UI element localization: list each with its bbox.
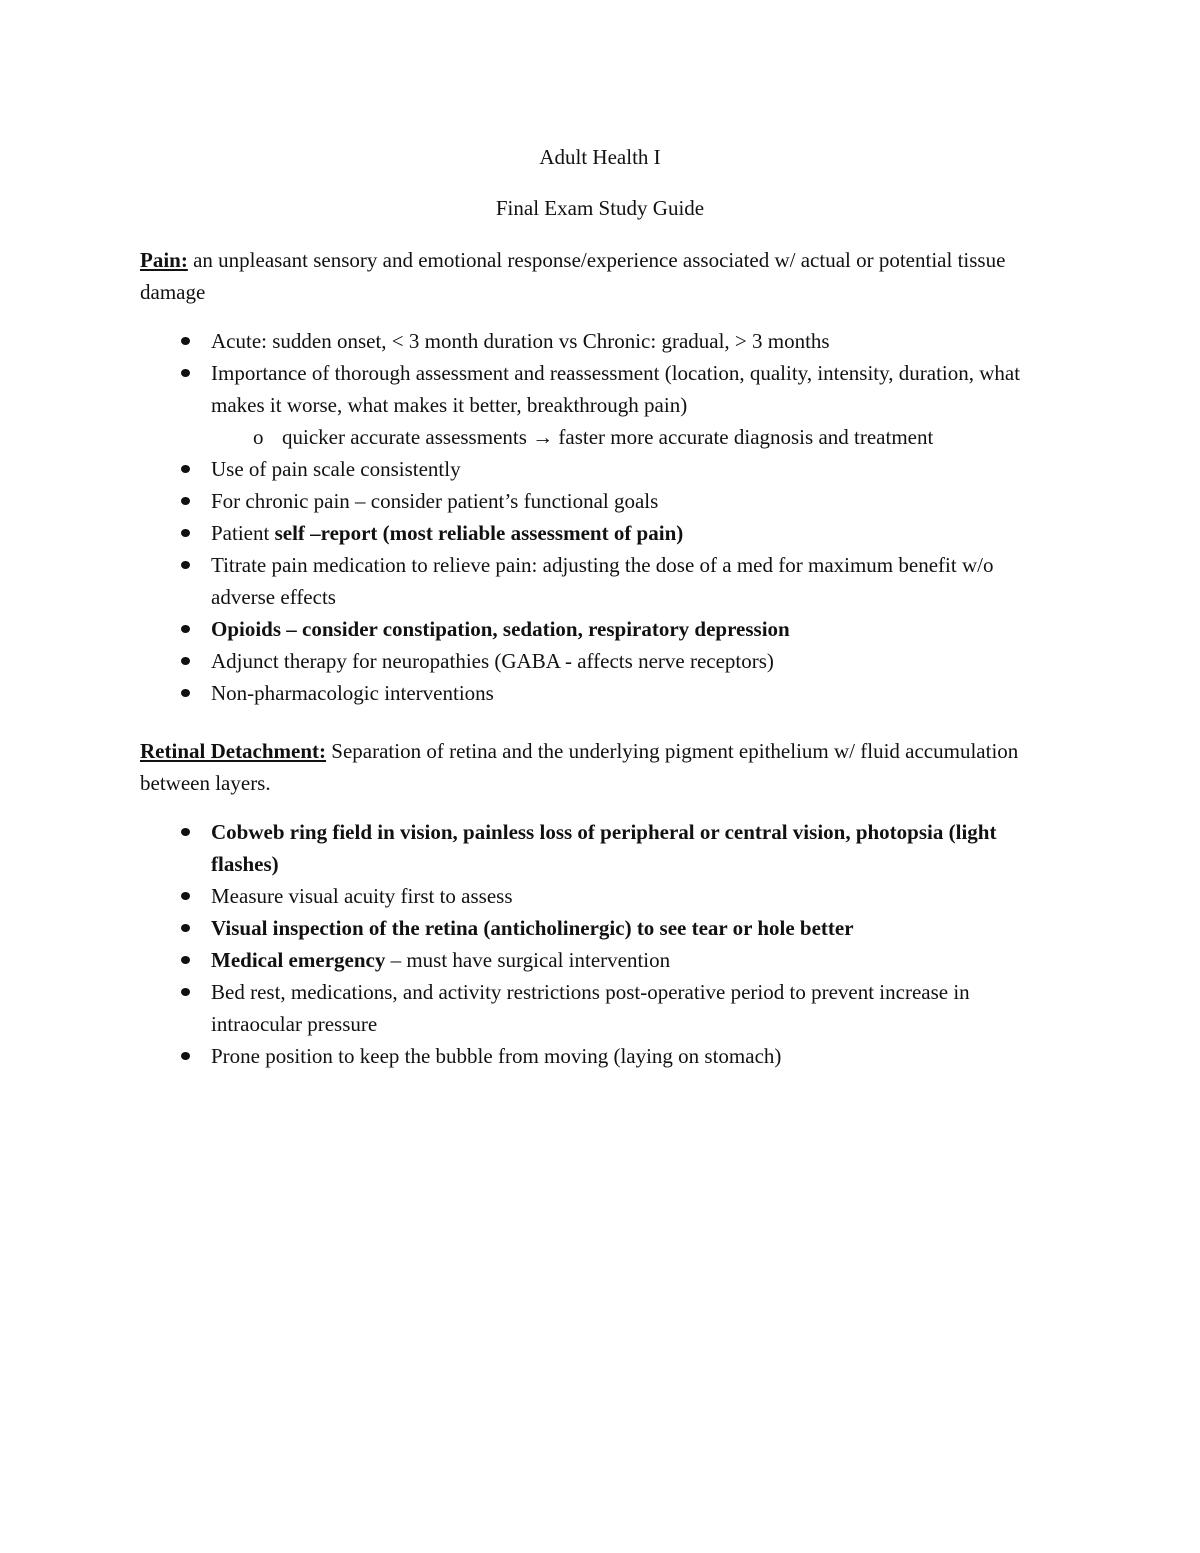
list-item (140, 357, 1060, 453)
pain-term: Pain: (140, 248, 188, 272)
list-item-text: – must have surgical intervention (385, 948, 671, 972)
bullet-icon (181, 657, 190, 665)
sub-list-item (211, 421, 1060, 453)
list-item-text: Patient (211, 521, 275, 545)
bullet-icon (181, 369, 190, 377)
list-item (140, 517, 1060, 549)
list-item (140, 677, 1060, 709)
list-item-bold-text: Medical emergency (211, 948, 386, 972)
list-item-bold-text: Visual inspection of the retina (anticholinergic) to see tear or hole better (211, 916, 854, 940)
list-item (140, 1040, 1060, 1072)
list-item-text: Bed rest, medications, and activity restrictions post-operative period to prevent increase in intraocular pressure (211, 980, 970, 1036)
pain-definition (140, 244, 1060, 308)
list-item (140, 912, 1060, 944)
list-item (140, 549, 1060, 613)
retinal-detachment-section (140, 735, 1060, 1072)
bullet-icon (181, 529, 190, 537)
pain-sub-list (211, 421, 1060, 453)
bullet-icon (181, 497, 190, 505)
document-title: Adult Health I (539, 145, 661, 169)
list-item (140, 485, 1060, 517)
retinal-detachment-definition (140, 735, 1060, 799)
list-item-bold-text: Cobweb ring field in vision, painless loss of peripheral or central vision, photopsia (light flashes) (211, 820, 997, 876)
list-item (140, 976, 1060, 1040)
list-item-text: Prone position to keep the bubble from moving (laying on stomach) (211, 1044, 782, 1068)
bullet-icon (181, 988, 190, 996)
sub-bullet-marker: o (253, 425, 264, 449)
pain-definition-text: an unpleasant sensory and emotional response/experience associated w/ actual or potential tissue damage (140, 248, 1006, 304)
list-item-text: Importance of thorough assessment and reassessment (location, quality, intensity, duration, what makes it worse, what makes it better, breakthrough pain) (211, 361, 1021, 417)
bullet-icon (181, 892, 190, 900)
list-item-bold-text: Opioids – consider constipation, sedation, respiratory depression (211, 617, 790, 641)
pain-section (140, 244, 1060, 709)
list-item-text: Measure visual acuity first to assess (211, 884, 513, 908)
list-item (140, 816, 1060, 880)
list-item (140, 325, 1060, 357)
list-item-text: Acute: sudden onset, < 3 month duration vs Chronic: gradual, > 3 months (211, 329, 830, 353)
list-item-text: Titrate pain medication to relieve pain: adjusting the dose of a med for maximum benefit w/o adverse effects (211, 553, 994, 609)
list-item-text: Non-pharmacologic interventions (211, 681, 494, 705)
list-item (140, 944, 1060, 976)
bullet-icon (181, 1052, 190, 1060)
bullet-icon (181, 625, 190, 633)
bullet-icon (181, 924, 190, 932)
pain-bullet-list (140, 325, 1060, 709)
list-item-text: For chronic pain – consider patient’s functional goals (211, 489, 659, 513)
list-item (140, 880, 1060, 912)
bullet-icon (181, 956, 190, 964)
retinal-detachment-definition-text: Separation of retina and the underlying pigment epithelium w/ fluid accumulation between layers. (140, 739, 1019, 795)
bullet-icon (181, 465, 190, 473)
bullet-icon (181, 828, 190, 836)
bullet-icon (181, 689, 190, 697)
bullet-icon (181, 337, 190, 345)
list-item-text: Adjunct therapy for neuropathies (GABA - affects nerve receptors) (211, 649, 774, 673)
list-item (140, 645, 1060, 677)
retinal-detachment-term: Retinal Detachment: (140, 739, 327, 763)
list-item (140, 453, 1060, 485)
list-item (140, 613, 1060, 645)
bullet-icon (181, 561, 190, 569)
list-item-bold-text: self –report (most reliable assessment of pain) (274, 521, 684, 545)
list-item-text: Use of pain scale consistently (211, 457, 461, 481)
retinal-bullet-list (140, 816, 1060, 1072)
sub-list-item-text: quicker accurate assessments → faster more accurate diagnosis and treatment (282, 425, 934, 449)
document-subtitle: Final Exam Study Guide (495, 196, 705, 220)
